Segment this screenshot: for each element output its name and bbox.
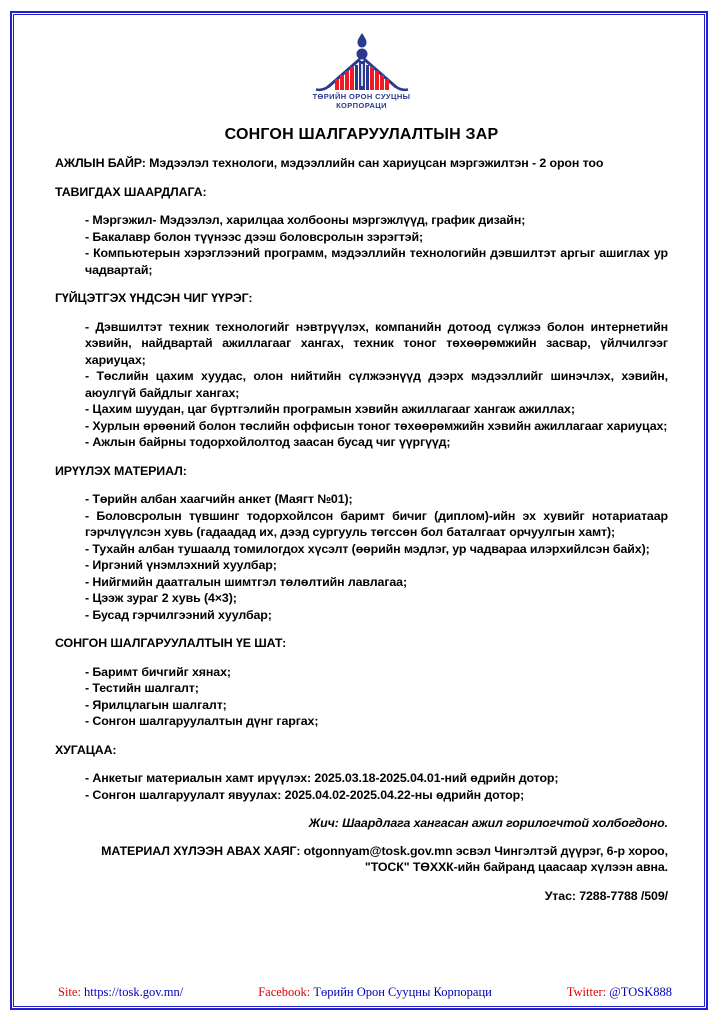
twitter-label: Twitter:	[566, 985, 607, 999]
list-item: - Мэргэжил- Мэдээлэл, харилцаа холбооны мэргэжлүүд, график дизайн;	[85, 213, 526, 227]
job-label: АЖЛЫН БАЙР:	[55, 156, 146, 170]
section-heading-deadline: ХУГАЦАА:	[55, 742, 117, 757]
list-item: - Цахим шуудан, цаг бүртгэлийн програмын хэвийн ажиллагааг хангаж ажиллах;	[85, 402, 575, 416]
job-value: Мэдээлэл технологи, мэдээллийн сан хариуцсан мэргэжилтэн - 2 орон тоо	[149, 156, 604, 170]
duties-list	[55, 319, 668, 451]
list-item: - Ажлын байрны тодорхойлолтод заасан бусад чиг үүргүүд;	[85, 435, 451, 449]
list-item: - Дэвшилтэт техник технологийг нэвтрүүлэх, компанийн дотоод сүлжээ болон интернетийн хэвийн, найдвартай ажиллагааг хангах, техник тоног төхөөрөмжийн засвар, үйлчилгээг хариуцах;	[85, 319, 668, 367]
section-heading-requirements: ТАВИГДАХ ШААРДЛАГА:	[55, 184, 207, 199]
list-item: - Компьютерын хэрэглээний программ, мэдээллийн технологийн дэвшилтэт аргыг ашиглах ур чадвартай;	[85, 246, 668, 277]
twitter-link[interactable]: @TOSK888	[609, 985, 672, 999]
list-item: - Бусад гэрчилгээний хуулбар;	[85, 607, 272, 622]
footer-facebook	[258, 985, 492, 1000]
list-item: - Бакалавр болон түүнээс дээш боловсролын зэрэгтэй;	[85, 229, 424, 244]
list-item: - Баримт бичгийг хянах;	[85, 664, 231, 679]
list-item: - Нийгмийн даатгалын шимтгэл төлөлтийн лавлагаа;	[85, 574, 407, 589]
phone-line: Утас: 7288-7788 /509/	[544, 888, 668, 903]
materials-address-line2: "ТОСК" ТӨХХК-ийн байранд цаасаар хүлээн авна.	[364, 860, 668, 874]
footer	[10, 985, 714, 1000]
logo-org-name-line1: ТӨРИЙН ОРОН СУУЦНЫ	[312, 92, 411, 101]
list-item: - Сонгон шалгаруулалтын дүнг гаргах;	[85, 714, 319, 728]
facebook-label: Facebook:	[258, 985, 311, 999]
list-item: - Анкетыг материалын хамт ирүүлэх: 2025.03.18-2025.04.01-ний өдрийн дотор;	[85, 771, 559, 785]
note-line: Жич: Шаардлага хангасан ажил горилогчтой холбогдоно.	[308, 816, 668, 830]
list-item: - Тухайн албан тушаалд томилогдох хүсэлт (өөрийн мэдлэг, ур чадвараа илэрхийлсэн байх);	[85, 541, 650, 556]
list-item: - Хурлын өрөөний болон төслийн оффисын тоног төхөөрөмжийн хэвийн ажиллагааг хариуцах;	[85, 418, 668, 433]
document-body	[55, 0, 668, 904]
job-position-line	[55, 155, 668, 172]
footer-site	[58, 985, 183, 1000]
facebook-link[interactable]: Төрийн Орон Сууцны Корпораци	[313, 985, 492, 999]
list-item: - Тестийн шалгалт;	[85, 681, 199, 695]
page-title: СОНГОН ШАЛГАРУУЛАЛТЫН ЗАР	[224, 126, 499, 143]
list-item: - Боловсролын түвшинг тодорхойлсон баримт бичиг (диплом)-ийн эх хувийг нотариатаар гэрчлүүлсэн хувь (гадаадад их, дээд сургууль төгссөн бол баталгаат орчуулгын хамт);	[85, 508, 668, 539]
list-item: - Сонгон шалгаруулалт явуулах: 2025.04.02-2025.04.22-ны өдрийн дотор;	[85, 787, 525, 802]
materials-address	[55, 843, 668, 876]
requirements-list	[55, 212, 668, 278]
deadline-list	[55, 770, 668, 803]
ger-tower-building-icon	[302, 32, 422, 92]
site-link[interactable]: https://tosk.gov.mn/	[84, 985, 184, 999]
materials-address-line1: МАТЕРИАЛ ХҮЛЭЭН АВАХ ХАЯГ: otgonnyam@tosk.gov.mn эсвэл Чингэлтэй дүүрэг, 6-р хороо,	[101, 843, 668, 858]
section-heading-selection-stages: СОНГОН ШАЛГАРУУЛАЛТЫН ҮЕ ШАТ:	[55, 636, 287, 650]
list-item: - Ярилцлагын шалгалт;	[85, 697, 227, 712]
stages-list	[55, 664, 668, 730]
section-heading-documents: ИРҮҮЛЭХ МАТЕРИАЛ:	[55, 463, 187, 478]
list-item: - Цээж зураг 2 хувь (4×3);	[85, 591, 237, 605]
documents-list	[55, 491, 668, 623]
section-heading-main-duties: ГҮЙЦЭТГЭХ ҮНДСЭН ЧИГ ҮҮРЭГ:	[55, 291, 253, 305]
list-item: - Төрийн албан хаагчийн анкет (Маягт №01);	[85, 492, 353, 506]
organization-logo	[287, 32, 437, 110]
list-item: - Төслийн цахим хуудас, олон нийтийн сүлжээнүүд дээрх мэдээллийг шинэчлэх, хэвийн, аюулгүй байдлыг хангах;	[85, 369, 668, 400]
site-label: Site:	[58, 985, 81, 999]
footer-twitter	[567, 985, 672, 1000]
list-item: - Иргэний үнэмлэхний хуулбар;	[85, 558, 277, 572]
logo-org-name-line2: КОРПОРАЦИ	[336, 101, 387, 110]
